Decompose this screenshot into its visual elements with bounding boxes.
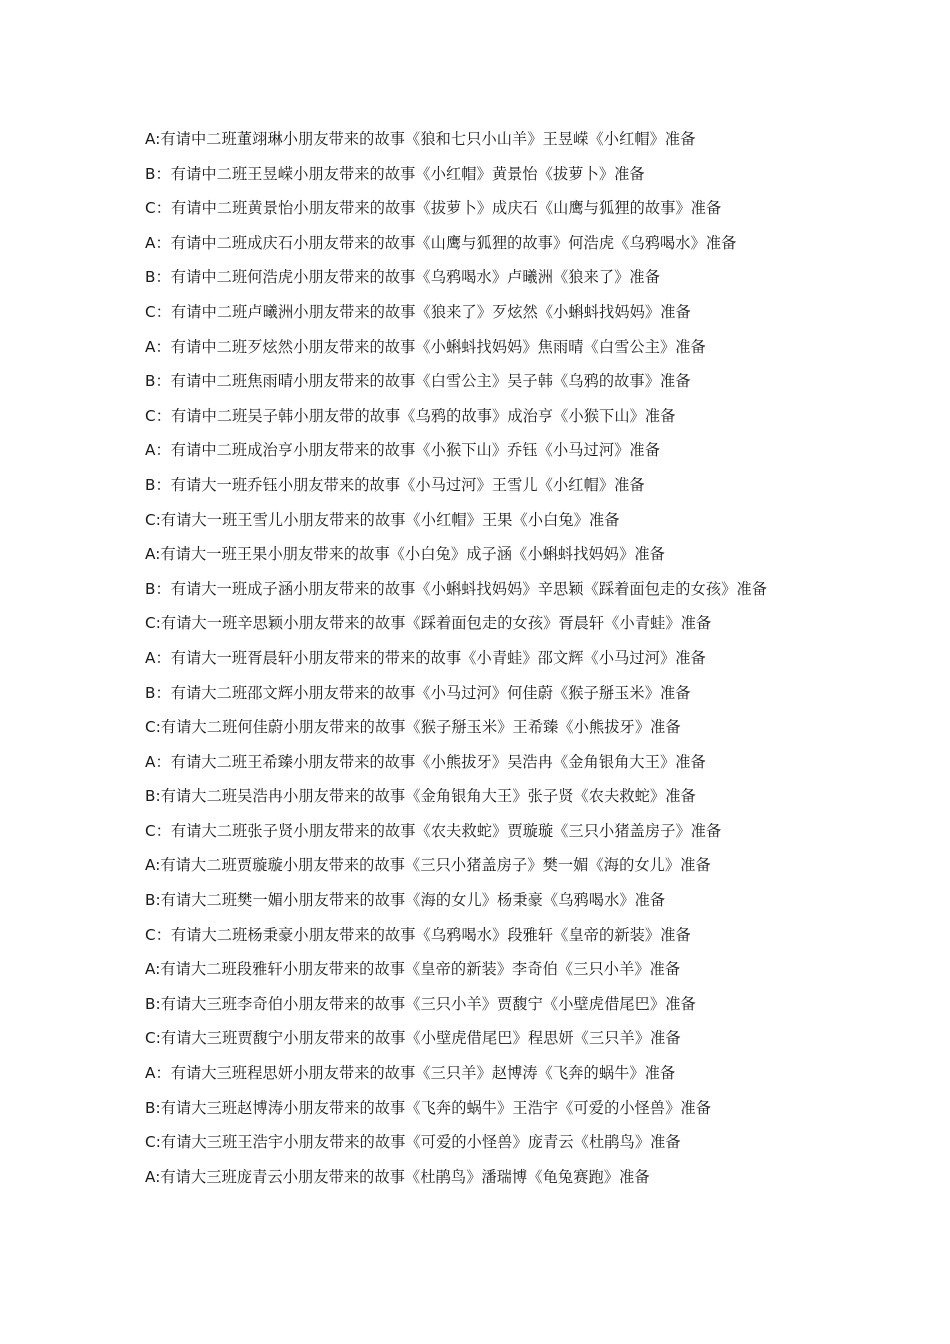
schedule-line: B：有请中二班王昱嵘小朋友带来的故事《小红帽》黄景怡《拔萝卜》准备: [145, 164, 645, 183]
schedule-line: B：有请大二班邵文辉小朋友带来的故事《小马过河》何佳蔚《猴子掰玉米》准备: [145, 683, 691, 702]
schedule-line: A:有请大三班庞青云小朋友带来的故事《杜鹃鸟》潘瑞博《龟兔赛跑》准备: [145, 1167, 650, 1186]
schedule-line: A：有请大三班程思妍小朋友带来的故事《三只羊》赵博涛《飞奔的蜗牛》准备: [145, 1064, 676, 1083]
schedule-line: C:有请大三班贾馥宁小朋友带来的故事《小壁虎借尾巴》程思妍《三只羊》准备: [145, 1029, 681, 1048]
schedule-line: A：有请大一班胥晨轩小朋友带来的带来的故事《小青蛙》邵文辉《小马过河》准备: [145, 648, 706, 667]
schedule-line: C：有请中二班黄景怡小朋友带来的故事《拔萝卜》成庆石《山鹰与狐狸的故事》准备: [145, 199, 722, 218]
schedule-line: B:有请大二班樊一媚小朋友带来的故事《海的女儿》杨秉豪《乌鸦喝水》准备: [145, 891, 666, 910]
schedule-line: C：有请中二班卢曦洲小朋友带来的故事《狼来了》歹炫然《小蝌蚪找妈妈》准备: [145, 302, 691, 321]
schedule-line: B：有请大一班乔钰小朋友带来的故事《小马过河》王雪儿《小红帽》准备: [145, 475, 645, 494]
schedule-line: B：有请中二班焦雨晴小朋友带来的故事《白雪公主》吴子韩《乌鸦的故事》准备: [145, 372, 691, 391]
schedule-line: B：有请大一班成子涵小朋友带来的故事《小蝌蚪找妈妈》辛思颖《踩着面包走的女孩》准备: [145, 579, 768, 598]
schedule-line: A:有请大二班贾璇璇小朋友带来的故事《三只小猪盖房子》樊一媚《海的女儿》准备: [145, 856, 711, 875]
schedule-line: A:有请中二班董翊琳小朋友带来的故事《狼和七只小山羊》王昱嵘《小红帽》准备: [145, 130, 696, 148]
schedule-line: C：有请大二班杨秉豪小朋友带来的故事《乌鸦喝水》段雅轩《皇帝的新装》准备: [145, 925, 691, 944]
schedule-line: A：有请中二班成庆石小朋友带来的故事《山鹰与狐狸的故事》何浩虎《乌鸦喝水》准备: [145, 233, 737, 252]
schedule-line: B:有请大三班赵博涛小朋友带来的故事《飞奔的蜗牛》王浩宇《可爱的小怪兽》准备: [145, 1098, 712, 1117]
schedule-line: C:有请大三班王浩宇小朋友带来的故事《可爱的小怪兽》庞青云《杜鹃鸟》准备: [145, 1133, 681, 1152]
schedule-line: A:有请大二班段雅轩小朋友带来的故事《皇帝的新装》李奇伯《三只小羊》准备: [145, 960, 681, 979]
schedule-line: B：有请中二班何浩虎小朋友带来的故事《乌鸦喝水》卢曦洲《狼来了》准备: [145, 268, 661, 287]
schedule-line: A:有请大一班王果小朋友带来的故事《小白兔》成子涵《小蝌蚪找妈妈》准备: [145, 545, 665, 564]
schedule-line: A：有请大二班王希臻小朋友带来的故事《小熊拔牙》吴浩冉《金角银角大王》准备: [145, 752, 706, 771]
schedule-line: B:有请大三班李奇伯小朋友带来的故事《三只小羊》贾馥宁《小壁虎借尾巴》准备: [145, 994, 696, 1013]
schedule-line: C：有请大二班张子贤小朋友带来的故事《农夫救蛇》贾璇璇《三只小猪盖房子》准备: [145, 821, 722, 840]
schedule-line: B:有请大二班吴浩冉小朋友带来的故事《金角银角大王》张子贤《农夫救蛇》准备: [145, 787, 696, 806]
schedule-line: C:有请大一班辛思颖小朋友带来的故事《踩着面包走的女孩》胥晨轩《小青蛙》准备: [145, 614, 712, 633]
story-schedule-list: [145, 122, 905, 1194]
schedule-line: A：有请中二班成治亨小朋友带来的故事《小猴下山》乔钰《小马过河》准备: [145, 441, 660, 460]
schedule-line: C:有请大二班何佳蔚小朋友带来的故事《猴子掰玉米》王希臻《小熊拔牙》准备: [145, 718, 681, 737]
schedule-line: C：有请中二班吴子韩小朋友带的故事《乌鸦的故事》成治亨《小猴下山》准备: [145, 406, 676, 425]
schedule-line: C:有请大一班王雪儿小朋友带来的故事《小红帽》王果《小白兔》准备: [145, 510, 620, 529]
schedule-line: A：有请中二班歹炫然小朋友带来的故事《小蝌蚪找妈妈》焦雨晴《白雪公主》准备: [145, 337, 706, 356]
